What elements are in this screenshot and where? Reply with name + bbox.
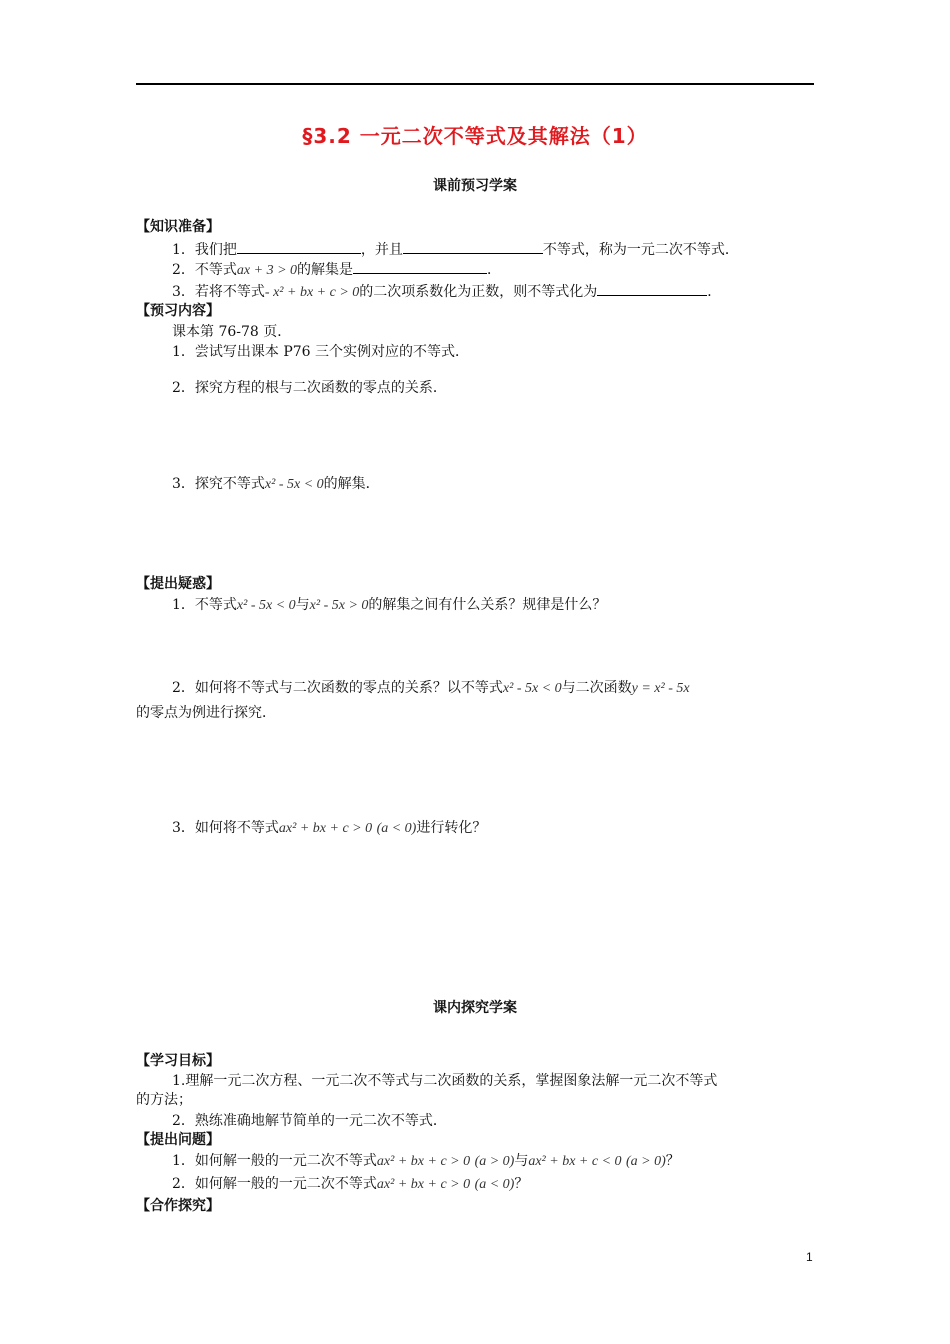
math-formula: - x² + bx + c > 0 xyxy=(264,285,360,300)
question-item-1 xyxy=(172,1151,680,1172)
math-formula: (a < 0) xyxy=(474,1177,515,1192)
doubt-item-2-cont: 的零点为例进行探究． xyxy=(136,705,276,721)
math-formula: y = x² - 5x xyxy=(631,681,690,696)
goal-item-1-cont: 的方法； xyxy=(136,1092,192,1108)
knowledge-heading: 【知识准备】 xyxy=(136,219,220,235)
text: 3．探究不等式 xyxy=(172,476,265,492)
section-inclass-heading: 课内探究学案 xyxy=(433,1000,517,1016)
preview-pages: 课本第 76-78 页． xyxy=(172,324,292,340)
knowledge-item-2 xyxy=(172,258,501,281)
math-formula: ax² + bx + c < 0 xyxy=(528,1154,622,1169)
text: ． xyxy=(487,262,502,278)
text: 的二次项系数化为正数，则不等式化为 xyxy=(359,284,598,300)
math-formula: x² - 5x > 0 xyxy=(309,598,369,613)
doubt-item-2 xyxy=(172,678,690,699)
knowledge-item-1 xyxy=(172,238,739,260)
knowledge-item-3 xyxy=(172,280,721,303)
text: 不等式，称为一元二次不等式． xyxy=(542,242,739,258)
doubts-heading: 【提出疑惑】 xyxy=(136,576,220,592)
text: 的解集之间有什么关系？规律是什么？ xyxy=(368,597,607,613)
text: 2．如何解一般的一元二次不等式 xyxy=(172,1176,377,1192)
preview-item-2: 2．探究方程的根与二次函数的零点的关系． xyxy=(172,380,447,396)
section-preview-heading: 课前预习学案 xyxy=(433,178,517,194)
text: ，并且 xyxy=(360,242,403,258)
text: 3．如何将不等式 xyxy=(172,820,279,836)
text: 的解集． xyxy=(323,476,380,492)
text: 进行转化？ xyxy=(416,820,487,836)
preview-item-1: 1．尝试写出课本 P76 三个实例对应的不等式． xyxy=(172,344,470,360)
preview-heading: 【预习内容】 xyxy=(136,303,220,319)
text: 与 xyxy=(295,597,310,613)
text: 与二次函数 xyxy=(561,680,632,696)
math-formula: (a > 0) xyxy=(474,1154,515,1169)
answer-blank[interactable] xyxy=(597,280,707,296)
answer-blank[interactable] xyxy=(353,258,487,274)
header-rule xyxy=(136,83,814,85)
math-formula: ax² + bx + c > 0 xyxy=(376,1177,471,1192)
text: 与 xyxy=(514,1153,529,1169)
text: 1．我们把 xyxy=(172,242,237,258)
math-formula: x² - 5x < 0 xyxy=(236,598,296,613)
text: 1．不等式 xyxy=(172,597,237,613)
goal-item-1: 1.理解一元二次方程、一元二次不等式与二次函数的关系，掌握图象法解一元二次不等式 xyxy=(172,1073,718,1089)
doubt-item-1 xyxy=(172,595,606,616)
page-number: 1 xyxy=(806,1250,813,1264)
text: 的解集是 xyxy=(297,262,354,278)
page-title: §3.2 一元二次不等式及其解法（1） xyxy=(302,124,648,148)
math-formula: ax² + bx + c > 0 xyxy=(278,821,373,836)
goals-heading: 【学习目标】 xyxy=(136,1053,220,1069)
text: ？ xyxy=(514,1176,529,1192)
question-item-2 xyxy=(172,1174,528,1195)
preview-item-3 xyxy=(172,474,380,495)
text: ？ xyxy=(665,1153,680,1169)
answer-blank[interactable] xyxy=(403,238,543,254)
math-formula: x² - 5x < 0 xyxy=(502,681,562,696)
math-formula: x² - 5x < 0 xyxy=(264,477,324,492)
math-formula: (a < 0) xyxy=(376,821,417,836)
math-formula: (a > 0) xyxy=(625,1154,666,1169)
math-formula: ax² + bx + c > 0 xyxy=(376,1154,471,1169)
math-formula: ax + 3 > 0 xyxy=(236,263,298,278)
goal-item-2: 2．熟练准确地解节简单的一元二次不等式． xyxy=(172,1113,447,1129)
answer-blank[interactable] xyxy=(237,238,361,254)
text: 3．若将不等式 xyxy=(172,284,265,300)
text: 2．不等式 xyxy=(172,262,237,278)
doubt-item-3 xyxy=(172,818,486,839)
questions-heading: 【提出问题】 xyxy=(136,1132,220,1148)
text: 1．如何解一般的一元二次不等式 xyxy=(172,1153,377,1169)
text: ． xyxy=(707,284,722,300)
cooperate-heading: 【合作探究】 xyxy=(136,1198,220,1214)
text: 2．如何将不等式与二次函数的零点的关系？以不等式 xyxy=(172,680,503,696)
